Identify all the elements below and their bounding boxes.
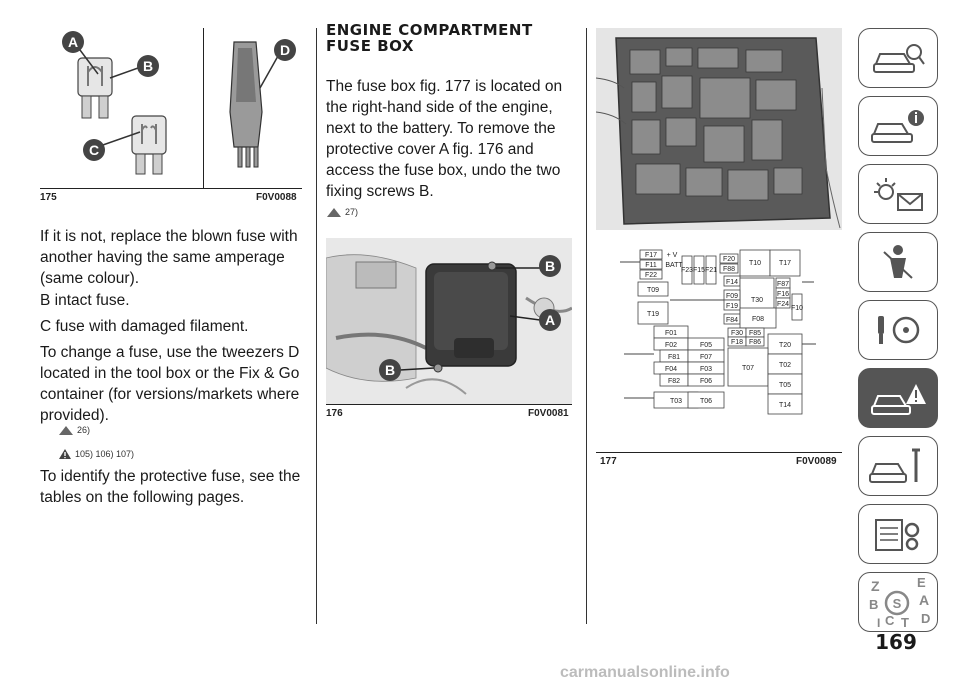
figure-176-caption-code: F0V0081 bbox=[528, 408, 569, 419]
car-warning-icon bbox=[868, 378, 928, 418]
document-gear-icon bbox=[868, 514, 928, 554]
index-letter-a: A bbox=[919, 592, 930, 608]
fuse-label-f01: F01 bbox=[664, 330, 678, 337]
fuse-label-t07: T07 bbox=[741, 365, 755, 372]
fuse-label-f10: F10 bbox=[790, 305, 804, 312]
fuse-label-f06: F06 bbox=[699, 378, 713, 385]
fuse-label-t09: T09 bbox=[646, 287, 660, 294]
paragraph-identify-fuse: To identify the protective fuse, see the tables on the following pages. bbox=[40, 468, 301, 506]
fuse-label-t03: T03 bbox=[669, 398, 683, 405]
fuse-illustration bbox=[40, 28, 302, 188]
watermark: carmanualsonline.info bbox=[560, 664, 730, 681]
fuse-label-f86: F86 bbox=[748, 339, 762, 346]
index-letter-z: Z bbox=[871, 578, 880, 594]
section-heading: ENGINE COMPARTMENT FUSE BOX bbox=[326, 21, 533, 55]
figure-176 bbox=[326, 238, 572, 404]
tab-driving[interactable] bbox=[858, 300, 938, 360]
fuse-label-f81: F81 bbox=[667, 354, 681, 361]
car-wrench-icon bbox=[868, 446, 928, 486]
note-105-107-text: 105) 106) 107) bbox=[75, 449, 135, 459]
index-letter-t: T bbox=[901, 615, 909, 629]
figure-175 bbox=[40, 28, 302, 188]
fuse-label-f07: F07 bbox=[699, 354, 713, 361]
callout-b-top: B bbox=[544, 258, 556, 274]
fuse-label-f03: F03 bbox=[699, 366, 713, 373]
paragraph-fuse-box-location: The fuse box fig. 177 is located on the right-hand side of the engine, next to the battery. To remove the protective cover A fig. 176 and access the fuse box, undo the two fixing screws B. bbox=[326, 78, 563, 200]
fuse-label-batt: BATT bbox=[665, 262, 683, 269]
callout-b-bottom: B bbox=[384, 362, 396, 378]
figure-175-caption-code: F0V0088 bbox=[256, 192, 297, 203]
fuse-label-f84: F84 bbox=[725, 317, 739, 324]
fuse-layout-diagram bbox=[620, 242, 820, 422]
fuse-label-f11: F11 bbox=[645, 262, 657, 269]
note-26 bbox=[58, 424, 90, 436]
column-divider-1 bbox=[316, 28, 317, 624]
fuse-label-f08: F08 bbox=[751, 316, 765, 323]
callout-a: A bbox=[544, 312, 556, 328]
fuse-label-f30: F30 bbox=[730, 330, 744, 337]
fuse-label-f04: F04 bbox=[664, 366, 678, 373]
fuse-box-open-photo bbox=[596, 28, 842, 230]
callout-d: D bbox=[279, 42, 291, 58]
fuse-label-f21: F21 bbox=[704, 267, 718, 274]
hand-note-icon bbox=[58, 424, 74, 436]
figure-177-rule bbox=[596, 452, 842, 453]
fuse-label-f15: F15 bbox=[692, 267, 706, 274]
light-envelope-icon bbox=[868, 174, 928, 214]
hand-note-icon bbox=[326, 206, 342, 218]
fuse-label-f19: F19 bbox=[725, 303, 739, 310]
fuse-label-t02: T02 bbox=[778, 362, 792, 369]
tab-maintenance[interactable] bbox=[858, 436, 938, 496]
fuse-label-plus-v: + V bbox=[666, 252, 678, 259]
page-number: 169 bbox=[875, 630, 917, 654]
fuse-label-f18: F18 bbox=[730, 339, 744, 346]
tab-technical-data[interactable] bbox=[858, 504, 938, 564]
paragraph-intact-fuse: B intact fuse. bbox=[40, 292, 130, 309]
fuse-label-f85: F85 bbox=[748, 330, 762, 337]
fuse-box-cover-photo bbox=[326, 238, 572, 404]
car-magnifier-icon bbox=[868, 38, 928, 78]
seat-airbag-icon bbox=[868, 242, 928, 282]
tab-emergency[interactable] bbox=[858, 368, 938, 428]
fuse-label-t05: T05 bbox=[778, 382, 792, 389]
figure-175-rule bbox=[40, 188, 302, 189]
tab-warning-lights[interactable] bbox=[858, 96, 938, 156]
callout-a: A bbox=[67, 34, 79, 50]
tab-starting-driving[interactable] bbox=[858, 232, 938, 292]
fuse-label-f14: F14 bbox=[725, 279, 739, 286]
paragraph-damaged-fuse: C fuse with damaged filament. bbox=[40, 318, 249, 335]
index-letter-c: C bbox=[885, 613, 895, 628]
fuse-label-f87: F87 bbox=[776, 281, 790, 288]
fuse-label-f22: F22 bbox=[644, 272, 658, 279]
figure-divider bbox=[203, 28, 204, 188]
key-steering-icon bbox=[868, 310, 928, 350]
fuse-label-f23: F23 bbox=[680, 267, 694, 274]
fuse-label-f17: F17 bbox=[644, 252, 658, 259]
figure-177-caption-number: 177 bbox=[600, 456, 617, 467]
index-letter-i: I bbox=[877, 616, 881, 629]
note-105-107 bbox=[58, 448, 134, 460]
paragraph-replace-fuse: If it is not, replace the blown fuse with another having the same amperage (same colour). bbox=[40, 228, 298, 287]
fuse-label-f24: F24 bbox=[776, 301, 790, 308]
tab-index[interactable] bbox=[858, 572, 938, 632]
fuse-label-t19: T19 bbox=[646, 311, 660, 318]
index-letter-e: E bbox=[917, 575, 926, 590]
fuse-label-f82: F82 bbox=[667, 378, 681, 385]
note-27-text: 27) bbox=[345, 207, 359, 217]
fuse-label-t14: T14 bbox=[778, 402, 792, 409]
paragraph-change-fuse: To change a fuse, use the tweezers D located in the tool box or the Fix & Go container (for versions/markets where provided). bbox=[40, 344, 300, 424]
alphabet-index-icon bbox=[863, 575, 933, 629]
callout-b: B bbox=[142, 58, 154, 74]
tab-dashboard[interactable] bbox=[858, 28, 938, 88]
fuse-label-t06: T06 bbox=[699, 398, 713, 405]
figure-177-photo bbox=[596, 28, 842, 230]
index-letter-b: B bbox=[869, 597, 879, 612]
warning-icon bbox=[58, 448, 72, 460]
figure-175-caption-number: 175 bbox=[40, 192, 57, 203]
car-info-icon bbox=[868, 106, 928, 146]
figure-176-caption-number: 176 bbox=[326, 408, 343, 419]
fuse-label-f16: F16 bbox=[776, 291, 790, 298]
fuse-label-f20: F20 bbox=[722, 256, 736, 263]
figure-177-caption-code: F0V0089 bbox=[796, 456, 837, 467]
callout-c: C bbox=[88, 142, 100, 158]
column-divider-2 bbox=[586, 28, 587, 624]
index-letter-s: S bbox=[892, 596, 902, 611]
note-27 bbox=[326, 206, 358, 218]
fuse-label-f88: F88 bbox=[722, 266, 736, 273]
fuse-label-f05: F05 bbox=[699, 342, 713, 349]
figure-176-rule bbox=[326, 404, 572, 405]
fuse-label-f02: F02 bbox=[664, 342, 678, 349]
tab-safety[interactable] bbox=[858, 164, 938, 224]
fuse-label-f09: F09 bbox=[725, 293, 739, 300]
fuse-label-t10: T10 bbox=[748, 260, 762, 267]
index-letter-d: D bbox=[921, 611, 931, 626]
fuse-label-t20: T20 bbox=[778, 342, 792, 349]
fuse-label-t30: T30 bbox=[750, 297, 764, 304]
fuse-label-t17: T17 bbox=[778, 260, 792, 267]
note-26-text: 26) bbox=[77, 425, 91, 435]
